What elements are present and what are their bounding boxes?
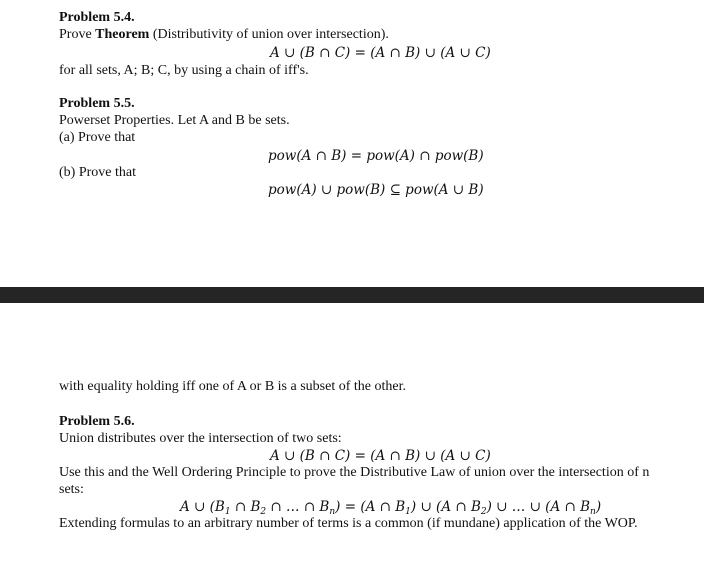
part-a-label: (a) Prove that bbox=[59, 130, 136, 145]
prove-text: Prove bbox=[59, 27, 96, 42]
problem-5-4-title bbox=[59, 27, 389, 43]
problem-5-6-heading: Problem 5.6. bbox=[59, 414, 135, 429]
distributivity-equation: A ∪ (B ∩ C) = (A ∩ B) ∪ (A ∪ C) bbox=[270, 45, 491, 61]
page-divider bbox=[0, 287, 704, 303]
instruction-line-1: Use this and the Well Ordering Principle to prove the Distributive Law of union over the intersection of n bbox=[59, 465, 650, 480]
powerset-equation-b: pow(A) ∪ pow(B) ⊆ pow(A ∪ B) bbox=[268, 182, 484, 198]
problem-5-4-heading: Problem 5.4. bbox=[59, 10, 135, 25]
problem-5-5-heading: Problem 5.5. bbox=[59, 96, 135, 111]
powerset-equation-a: pow(A ∩ B) = pow(A) ∩ pow(B) bbox=[268, 148, 484, 164]
problem-5-6-intro: Union distributes over the intersection of two sets: bbox=[59, 431, 342, 446]
title-rest: (Distributivity of union over intersection). bbox=[149, 27, 389, 42]
theorem-word: Theorem bbox=[95, 27, 150, 42]
problem-5-5-continuation: with equality holding iff one of A or B is a subset of the other. bbox=[59, 379, 406, 394]
problem-5-5-intro: Powerset Properties. Let A and B be sets. bbox=[59, 113, 290, 128]
two-set-distributivity-equation: A ∪ (B ∩ C) = (A ∩ B) ∪ (A ∪ C) bbox=[270, 448, 491, 464]
part-b-label: (b) Prove that bbox=[59, 165, 136, 180]
closing-remark: Extending formulas to an arbitrary number of terms is a common (if mundane) application of the WOP. bbox=[59, 516, 638, 531]
problem-5-4-footer: for all sets, A; B; C, by using a chain of iff's. bbox=[59, 63, 309, 78]
general-distributive-equation: A ∪ ($B_1$ ∩ $B_2$ ∩ … ∩ $B_n) = (A$ ∩ $B_1$) ∪ (A ∩ $B_2$) ∪ … ∪ (A ∩ $B_n$) bbox=[180, 499, 602, 517]
instruction-line-2: sets: bbox=[59, 482, 84, 497]
